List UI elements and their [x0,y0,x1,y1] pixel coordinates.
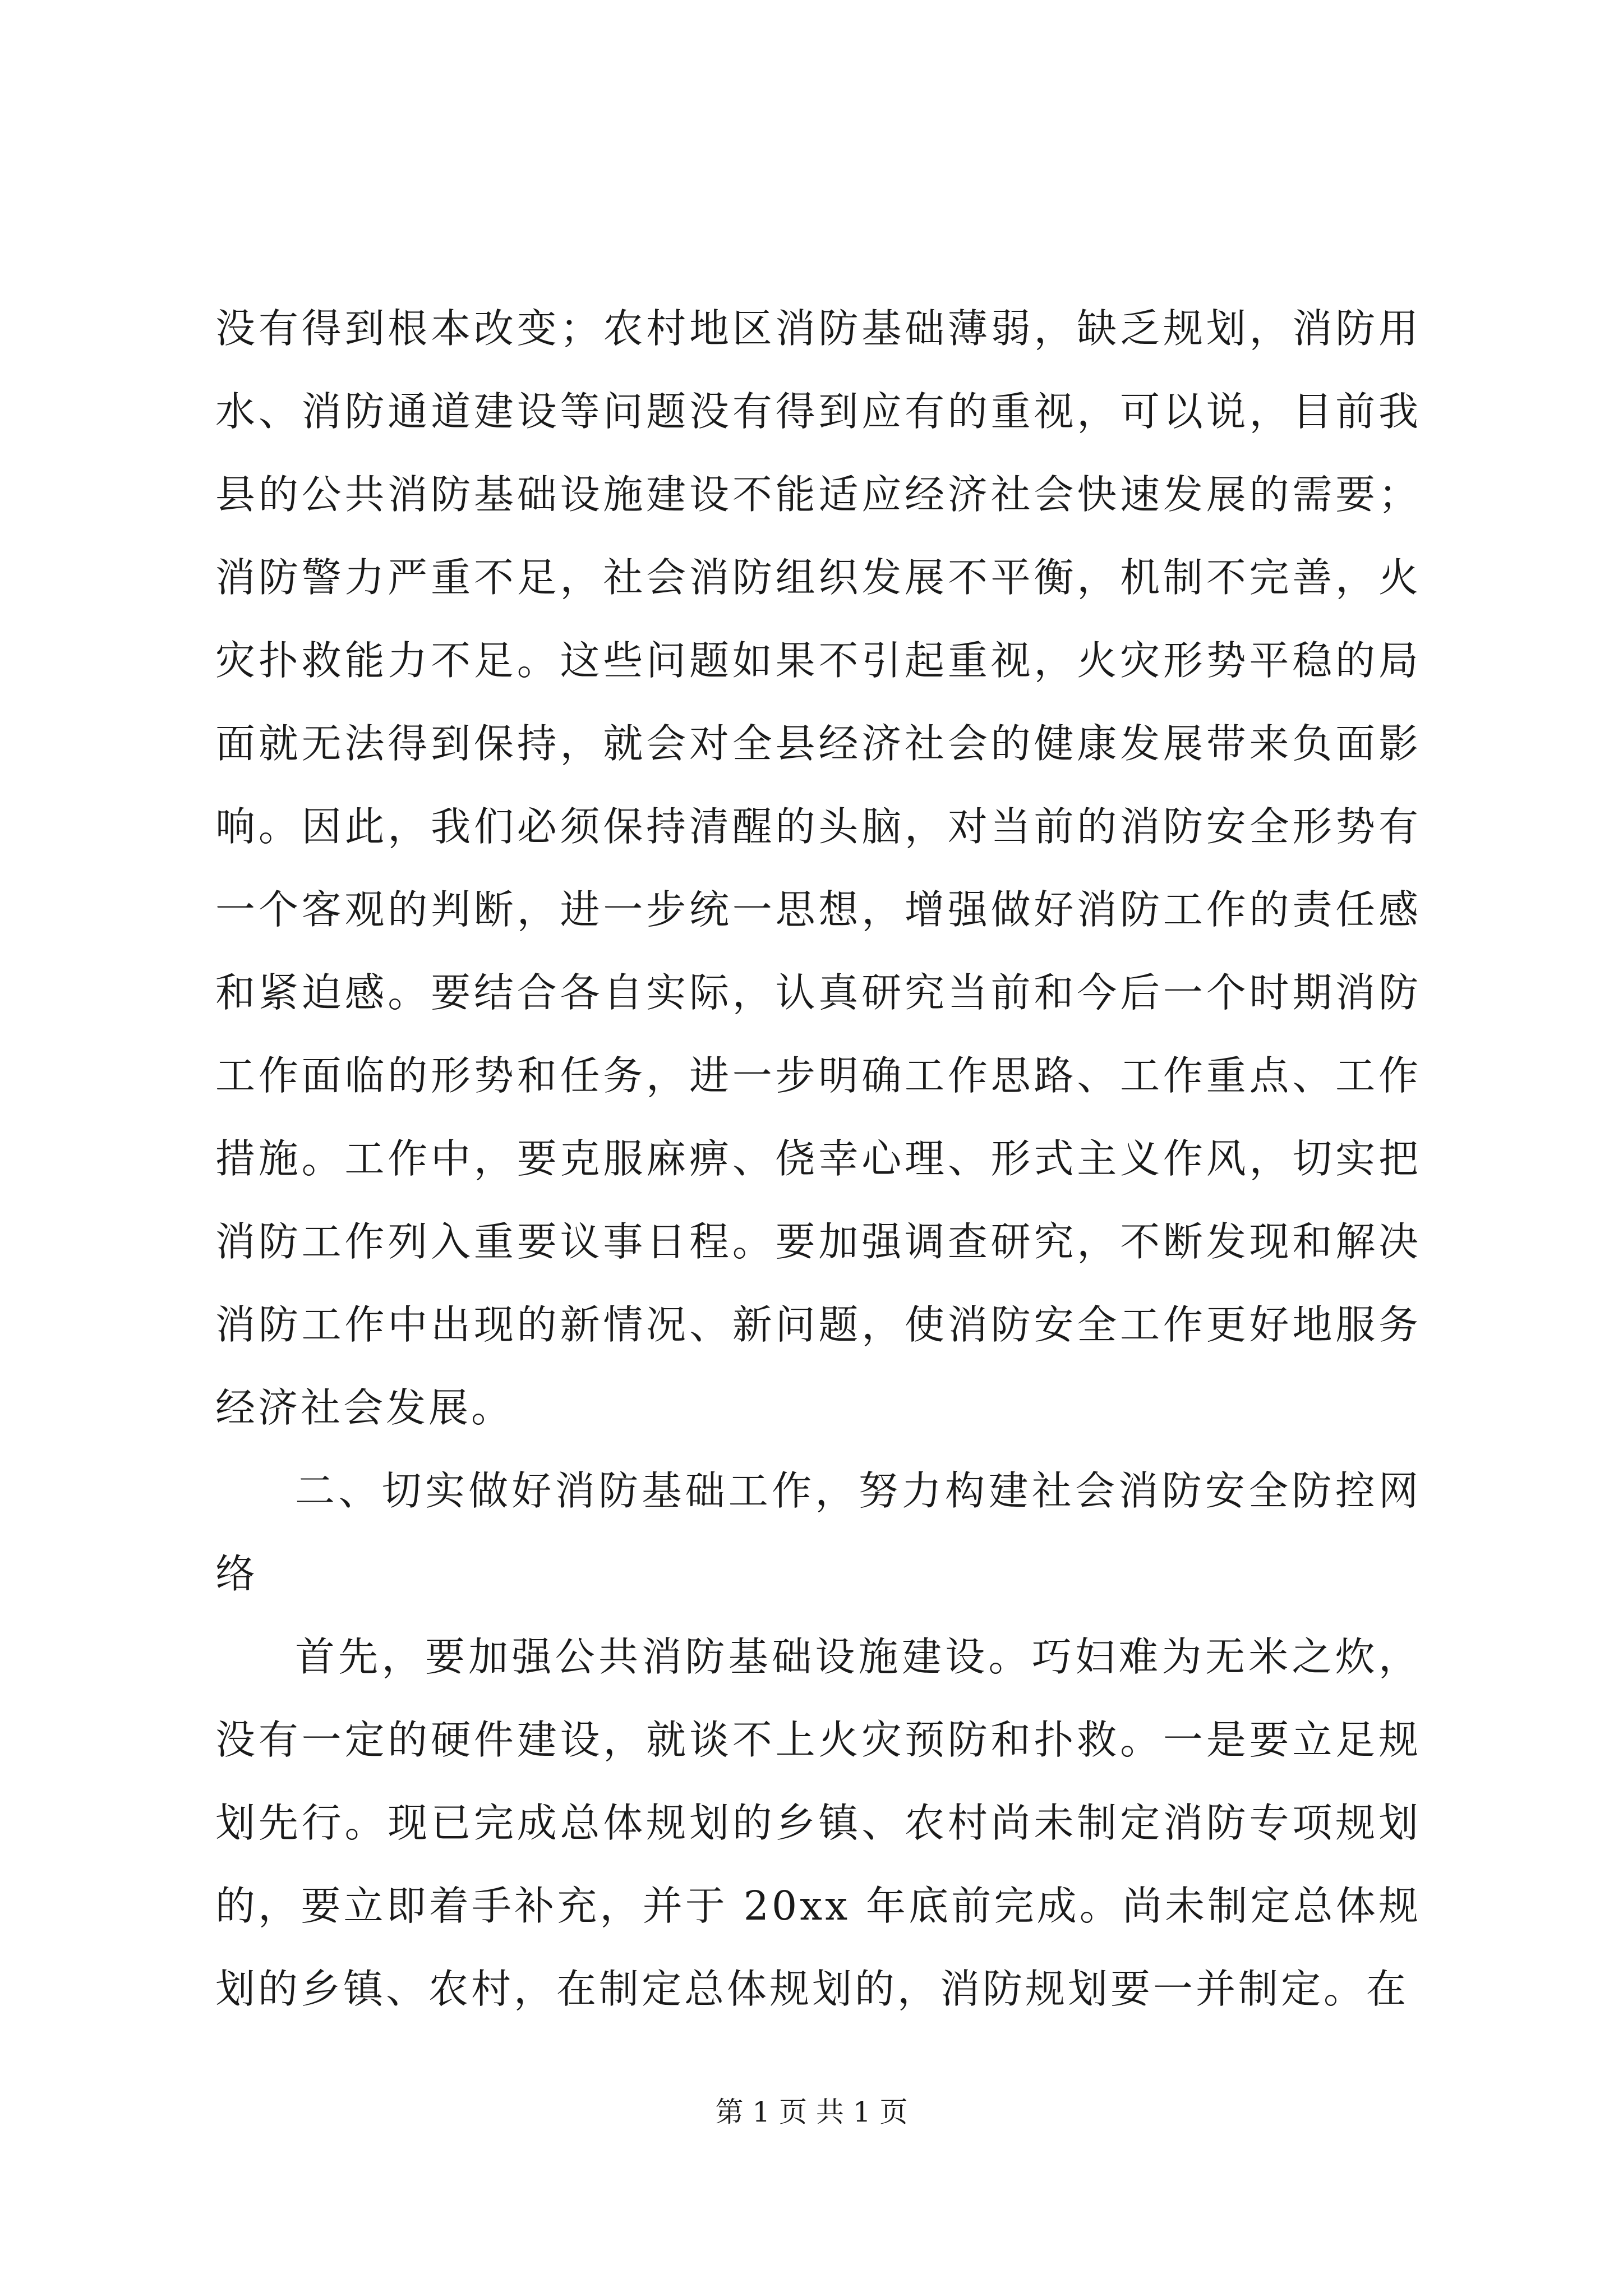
paragraph-1: 没有得到根本改变；农村地区消防基础薄弱，缺乏规划，消防用水、消防通道建设等问题没有得到应有的重视，可以说，目前我县的公共消防基础设施建设不能适应经济社会快速发展的需要；消防警力严重不足，社会消防组织发展不平衡，机制不完善，火灾扑救能力不足。这些问题如果不引起重视，火灾形势平稳的局面就无法得到保持，就会对全县经济社会的健康发展带来负面影响。因此，我们必须保持清醒的头脑，对当前的消防安全形势有一个客观的判断，进一步统一思想，增强做好消防工作的责任感和紧迫感。要结合各自实际，认真研究当前和今后一个时期消防工作面临的形势和任务，进一步明确工作思路、工作重点、工作措施。工作中，要克服麻痹、侥幸心理、形式主义作风，切实把消防工作列入重要议事日程。要加强调查研究，不断发现和解决消防工作中出现的新情况、新问题，使消防安全工作更好地服务经济社会发展。 [215,305,1421,1431]
page-footer: 第 1 页 共 1 页 [715,2096,908,2128]
document-body [215,287,1421,2031]
section-heading-2: 二、切实做好消防基础工作，努力构建社会消防安全防控网络 [215,1467,1421,1597]
paragraph-3: 首先，要加强公共消防基础设施建设。巧妇难为无米之炊，没有一定的硬件建设，就谈不上火灾预防和扑救。一是要立足规划先行。现已完成总体规划的乡镇、农村尚未制定消防专项规划的，要立即着手补充，并于 20xx 年底前完成。尚未制定总体规划的乡镇、农村，在制定总体规划的，消防规划要一并制定。在 [215,1634,1421,2012]
